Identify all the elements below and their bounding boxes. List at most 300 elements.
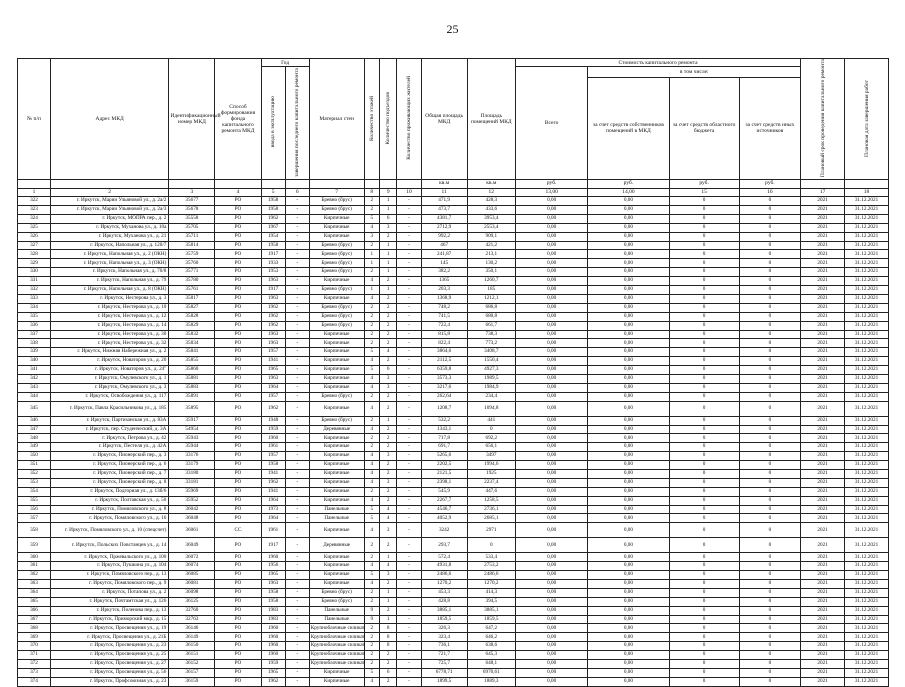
row-residents: - bbox=[397, 214, 421, 223]
row-cost-total: 0,00 bbox=[515, 401, 587, 416]
row-plan-date: 31.12.2021 bbox=[845, 416, 889, 425]
row-address: г. Иркутск, Почтамтская ул., д. 126 bbox=[50, 597, 168, 606]
row-cost-other: 0 bbox=[739, 223, 800, 232]
header-plan-date: Плановая дата завершения работ bbox=[845, 59, 889, 180]
row-number: 367 bbox=[18, 615, 51, 624]
row-cost-other: 0 bbox=[739, 425, 800, 434]
row-cost-owners: 0,00 bbox=[588, 633, 669, 642]
row-cost-region: 0 bbox=[669, 392, 739, 401]
row-plan-date: 31.12.2021 bbox=[845, 579, 889, 588]
table-row bbox=[18, 374, 889, 383]
row-floors: 4 bbox=[364, 478, 379, 487]
row-plan-date: 31.12.2021 bbox=[845, 642, 889, 651]
header-residents: Количество проживающих жителей bbox=[397, 59, 421, 180]
row-entrances: 2 bbox=[379, 660, 397, 669]
row-year-repair: - bbox=[285, 677, 309, 686]
row-plan-year: 2021 bbox=[801, 374, 845, 383]
row-cost-other: 0 bbox=[739, 553, 800, 562]
row-plan-year: 2021 bbox=[801, 294, 845, 303]
row-year-repair: - bbox=[285, 496, 309, 505]
row-cost-region: 0 bbox=[669, 606, 739, 615]
header-walls: Материал стен bbox=[309, 59, 364, 180]
row-entrances: 3 bbox=[379, 374, 397, 383]
row-plan-year: 2021 bbox=[801, 461, 845, 470]
row-year-repair: - bbox=[285, 425, 309, 434]
row-year-repair: - bbox=[285, 206, 309, 215]
row-cost-owners: 0,00 bbox=[588, 357, 669, 366]
row-address: г. Иркутск, Пестеля ул., д. 42А bbox=[50, 443, 168, 452]
row-walls: Кирпичные bbox=[309, 434, 364, 443]
row-ident: 36152 bbox=[169, 660, 215, 669]
row-ident: 35841 bbox=[169, 348, 215, 357]
row-area-living: 2753,2 bbox=[467, 562, 515, 571]
row-year-built: 1957 bbox=[261, 392, 285, 401]
row-area-living: 909,1 bbox=[467, 232, 515, 241]
row-residents: - bbox=[397, 538, 421, 553]
row-plan-date: 31.12.2021 bbox=[845, 606, 889, 615]
row-address: г. Иркутск, Полтавская ул., д. 50 bbox=[50, 496, 168, 505]
row-floors: 2 bbox=[364, 597, 379, 606]
row-ident: 36098 bbox=[169, 588, 215, 597]
row-walls: Кирпичные bbox=[309, 579, 364, 588]
row-walls: Бревно (брус) bbox=[309, 588, 364, 597]
row-area-total: 992,2 bbox=[421, 232, 467, 241]
row-plan-date: 31.12.2021 bbox=[845, 677, 889, 686]
column-index: 10 bbox=[397, 188, 421, 197]
row-entrances: 2 bbox=[379, 339, 397, 348]
row-cost-owners: 0,00 bbox=[588, 461, 669, 470]
row-area-total: 241,87 bbox=[421, 250, 467, 259]
row-residents: - bbox=[397, 668, 421, 677]
row-cost-region: 0 bbox=[669, 677, 739, 686]
row-cost-region: 0 bbox=[669, 294, 739, 303]
row-method: РО bbox=[215, 416, 261, 425]
row-area-living: 646,2 bbox=[467, 633, 515, 642]
row-cost-owners: 0,00 bbox=[588, 505, 669, 514]
row-entrances: 2 bbox=[379, 303, 397, 312]
row-ident: 35952 bbox=[169, 496, 215, 505]
row-cost-total: 0,00 bbox=[515, 241, 587, 250]
row-area-living: 647,2 bbox=[467, 624, 515, 633]
row-area-living: 1550,4 bbox=[467, 357, 515, 366]
row-address: г. Иркутск, Поленова пер., д. 13 bbox=[50, 606, 168, 615]
row-cost-total: 0,00 bbox=[515, 294, 587, 303]
row-residents: - bbox=[397, 523, 421, 538]
row-area-total: 741,5 bbox=[421, 312, 467, 321]
row-number: 373 bbox=[18, 668, 51, 677]
row-number: 362 bbox=[18, 571, 51, 580]
row-method: РО bbox=[215, 434, 261, 443]
row-ident: 54954 bbox=[169, 425, 215, 434]
row-ident: 33179 bbox=[169, 461, 215, 470]
row-year-built: 1983 bbox=[261, 615, 285, 624]
row-cost-owners: 0,00 bbox=[588, 496, 669, 505]
table-row bbox=[18, 383, 889, 392]
row-plan-date: 31.12.2021 bbox=[845, 633, 889, 642]
row-area-total: 3242 bbox=[421, 523, 467, 538]
row-walls: Крупноблочные силикат bbox=[309, 660, 364, 669]
row-floors: 4 bbox=[364, 383, 379, 392]
row-ident: 35891 bbox=[169, 392, 215, 401]
row-year-repair: - bbox=[285, 487, 309, 496]
row-address: г. Иркутск, Марии Ульяновой ул., д. 2а/3 bbox=[50, 206, 168, 215]
row-residents: - bbox=[397, 553, 421, 562]
row-cost-region: 0 bbox=[669, 214, 739, 223]
row-area-total: 572,4 bbox=[421, 553, 467, 562]
row-residents: - bbox=[397, 268, 421, 277]
column-index: 7 bbox=[309, 188, 364, 197]
row-cost-owners: 0,00 bbox=[588, 425, 669, 434]
row-method: РО bbox=[215, 303, 261, 312]
unit-area-total: кв.м bbox=[421, 180, 467, 189]
row-address: г. Иркутск, Марии Ульяновой ул., д. 2а/2 bbox=[50, 197, 168, 206]
row-cost-total: 0,00 bbox=[515, 553, 587, 562]
row-area-total: 467 bbox=[421, 241, 467, 250]
row-cost-owners: 0,00 bbox=[588, 478, 669, 487]
row-ident: 33181 bbox=[169, 478, 215, 487]
row-year-built: 1963 bbox=[261, 374, 285, 383]
header-cost-owners: за счет средств собственников помещений в МКД bbox=[588, 77, 669, 180]
row-residents: - bbox=[397, 615, 421, 624]
row-cost-region: 0 bbox=[669, 223, 739, 232]
row-cost-total: 0,00 bbox=[515, 357, 587, 366]
row-area-total: 691,7 bbox=[421, 443, 467, 452]
row-method: РО bbox=[215, 660, 261, 669]
row-number: 348 bbox=[18, 434, 51, 443]
row-walls: Панельные bbox=[309, 505, 364, 514]
row-address: г. Иркутск, Освобождения ул., д. 117 bbox=[50, 392, 168, 401]
row-cost-total: 0,00 bbox=[515, 496, 587, 505]
row-walls: Бревно (брус) bbox=[309, 416, 364, 425]
table-row bbox=[18, 197, 889, 206]
column-index: 15 bbox=[669, 188, 739, 197]
row-year-built: 1941 bbox=[261, 469, 285, 478]
row-cost-region: 0 bbox=[669, 312, 739, 321]
row-year-repair: - bbox=[285, 259, 309, 268]
table-row bbox=[18, 232, 889, 241]
row-area-living: 2736,1 bbox=[467, 505, 515, 514]
row-cost-other: 0 bbox=[739, 416, 800, 425]
row-floors: 4 bbox=[364, 374, 379, 383]
row-cost-region: 0 bbox=[669, 461, 739, 470]
column-index: 17 bbox=[801, 188, 845, 197]
header-method: Способ формирования фонда капитального ремонта МКД bbox=[215, 59, 261, 180]
row-year-repair: - bbox=[285, 294, 309, 303]
row-residents: - bbox=[397, 392, 421, 401]
row-method: РО bbox=[215, 452, 261, 461]
row-walls: Бревно (брус) bbox=[309, 392, 364, 401]
row-cost-total: 0,00 bbox=[515, 392, 587, 401]
table-row bbox=[18, 633, 889, 642]
row-address: г. Иркутск, Просвещения ул., д. 27 bbox=[50, 660, 168, 669]
row-floors: 5 bbox=[364, 366, 379, 375]
header-floors: Количество этажей bbox=[364, 59, 379, 180]
row-method: РО bbox=[215, 633, 261, 642]
table-row bbox=[18, 250, 889, 259]
row-year-repair: - bbox=[285, 286, 309, 295]
row-entrances: 1 bbox=[379, 615, 397, 624]
row-cost-total: 0,00 bbox=[515, 615, 587, 624]
row-cost-owners: 0,00 bbox=[588, 214, 669, 223]
row-walls: Кирпичные bbox=[309, 487, 364, 496]
row-area-living: 738,3 bbox=[467, 330, 515, 339]
row-address: г. Иркутск, Нестерова ул., д. 10 bbox=[50, 303, 168, 312]
row-plan-date: 31.12.2021 bbox=[845, 496, 889, 505]
row-area-living: 350,1 bbox=[467, 268, 515, 277]
row-number: 365 bbox=[18, 597, 51, 606]
row-ident: 35780 bbox=[169, 277, 215, 286]
row-ident: 36150 bbox=[169, 642, 215, 651]
row-floors: 9 bbox=[364, 606, 379, 615]
row-floors: 4 bbox=[364, 523, 379, 538]
row-entrances: 2 bbox=[379, 357, 397, 366]
row-address: г. Иркутск, Нестерова ул., д. 30 bbox=[50, 330, 168, 339]
row-year-repair: - bbox=[285, 401, 309, 416]
row-number: 372 bbox=[18, 660, 51, 669]
row-cost-total: 0,00 bbox=[515, 562, 587, 571]
row-entrances: 6 bbox=[379, 668, 397, 677]
table-row bbox=[18, 597, 889, 606]
row-cost-other: 0 bbox=[739, 514, 800, 523]
row-ident: 35917 bbox=[169, 416, 215, 425]
row-cost-other: 0 bbox=[739, 401, 800, 416]
row-year-built: 1958 bbox=[261, 206, 285, 215]
row-year-built: 1961 bbox=[261, 443, 285, 452]
row-plan-year: 2021 bbox=[801, 505, 845, 514]
row-walls: Кирпичные bbox=[309, 214, 364, 223]
row-entrances: 2 bbox=[379, 321, 397, 330]
row-residents: - bbox=[397, 286, 421, 295]
row-cost-total: 0,00 bbox=[515, 232, 587, 241]
column-index: 5 bbox=[261, 188, 285, 197]
row-entrances: 2 bbox=[379, 538, 397, 553]
row-floors: 2 bbox=[364, 416, 379, 425]
row-ident: 35829 bbox=[169, 321, 215, 330]
row-cost-owners: 0,00 bbox=[588, 223, 669, 232]
row-address: г. Иркутск, Напольная ул., д. 120/7 bbox=[50, 241, 168, 250]
row-cost-total: 0,00 bbox=[515, 197, 587, 206]
row-ident: 36048 bbox=[169, 514, 215, 523]
row-method: РО bbox=[215, 487, 261, 496]
row-year-built: 1958 bbox=[261, 241, 285, 250]
row-year-repair: - bbox=[285, 562, 309, 571]
row-plan-date: 31.12.2021 bbox=[845, 330, 889, 339]
row-address: г. Иркутск, Нестерова ул., д. 3 bbox=[50, 294, 168, 303]
row-walls: Кирпичные bbox=[309, 374, 364, 383]
header-cost-total: Всего bbox=[515, 67, 587, 180]
row-year-repair: - bbox=[285, 452, 309, 461]
row-cost-owners: 0,00 bbox=[588, 469, 669, 478]
row-cost-total: 0,00 bbox=[515, 668, 587, 677]
row-year-repair: - bbox=[285, 214, 309, 223]
row-cost-owners: 0,00 bbox=[588, 606, 669, 615]
row-cost-other: 0 bbox=[739, 588, 800, 597]
row-area-living: 0 bbox=[467, 425, 515, 434]
row-cost-region: 0 bbox=[669, 401, 739, 416]
row-plan-year: 2021 bbox=[801, 487, 845, 496]
row-plan-date: 31.12.2021 bbox=[845, 443, 889, 452]
row-plan-date: 31.12.2021 bbox=[845, 303, 889, 312]
row-area-total: 1270,2 bbox=[421, 579, 467, 588]
row-area-total: 145 bbox=[421, 259, 467, 268]
row-year-built: 1958 bbox=[261, 197, 285, 206]
row-address: г. Иркутск, Помяловского пер., д. 9 bbox=[50, 579, 168, 588]
row-cost-region: 0 bbox=[669, 553, 739, 562]
row-address: г. Иркутск, Помяловского ул., д. 8 bbox=[50, 505, 168, 514]
table-row bbox=[18, 461, 889, 470]
row-entrances: 1 bbox=[379, 197, 397, 206]
row-area-total: 203,3 bbox=[421, 286, 467, 295]
row-area-total: 4931,8 bbox=[421, 562, 467, 571]
row-area-living: 2685,1 bbox=[467, 514, 515, 523]
row-walls: Кирпичные bbox=[309, 677, 364, 686]
row-method: РО bbox=[215, 677, 261, 686]
row-cost-owners: 0,00 bbox=[588, 668, 669, 677]
row-area-living: 1258,5 bbox=[467, 496, 515, 505]
row-year-built: 1963 bbox=[261, 294, 285, 303]
row-address: г. Иркутск, Помяловского пер., д. 13 bbox=[50, 571, 168, 580]
row-residents: - bbox=[397, 571, 421, 580]
row-floors: 2 bbox=[364, 538, 379, 553]
row-cost-other: 0 bbox=[739, 294, 800, 303]
row-cost-owners: 0,00 bbox=[588, 374, 669, 383]
row-entrances: 2 bbox=[379, 434, 397, 443]
row-residents: - bbox=[397, 197, 421, 206]
row-number: 361 bbox=[18, 562, 51, 571]
row-number: 332 bbox=[18, 286, 51, 295]
row-residents: - bbox=[397, 562, 421, 571]
row-method: РО bbox=[215, 469, 261, 478]
row-address: г. Иркутск, Нестерова ул., д. 14 bbox=[50, 321, 168, 330]
row-walls: Бревно (брус) bbox=[309, 286, 364, 295]
row-area-total: 1859,5 bbox=[421, 615, 467, 624]
row-method: РО bbox=[215, 579, 261, 588]
row-address: г. Иркутск, Просвещения ул., д. 23 bbox=[50, 642, 168, 651]
row-area-total: 3573,3 bbox=[421, 374, 467, 383]
row-method: РО bbox=[215, 241, 261, 250]
row-ident: 35943 bbox=[169, 434, 215, 443]
row-plan-date: 31.12.2021 bbox=[845, 514, 889, 523]
row-floors: 2 bbox=[364, 443, 379, 452]
row-method: РО bbox=[215, 357, 261, 366]
row-cost-other: 0 bbox=[739, 461, 800, 470]
row-residents: - bbox=[397, 416, 421, 425]
row-area-living: 428,3 bbox=[467, 197, 515, 206]
row-number: 354 bbox=[18, 487, 51, 496]
row-year-repair: - bbox=[285, 434, 309, 443]
row-plan-date: 31.12.2021 bbox=[845, 206, 889, 215]
row-plan-year: 2021 bbox=[801, 303, 845, 312]
row-area-total: 2112,5 bbox=[421, 357, 467, 366]
row-plan-year: 2021 bbox=[801, 469, 845, 478]
column-index: 14,00 bbox=[588, 188, 669, 197]
row-walls: Кирпичные bbox=[309, 294, 364, 303]
row-walls: Кирпичные bbox=[309, 553, 364, 562]
row-walls: Кирпичные bbox=[309, 357, 364, 366]
column-index: 16 bbox=[739, 188, 800, 197]
row-floors: 2 bbox=[364, 434, 379, 443]
row-residents: - bbox=[397, 597, 421, 606]
row-ident: 32763 bbox=[169, 615, 215, 624]
row-plan-year: 2021 bbox=[801, 660, 845, 669]
row-cost-total: 0,00 bbox=[515, 523, 587, 538]
row-floors: 2 bbox=[364, 268, 379, 277]
row-ident: 36072 bbox=[169, 553, 215, 562]
row-year-built: 1959 bbox=[261, 425, 285, 434]
row-year-built: 1965 bbox=[261, 668, 285, 677]
column-index: 2 bbox=[50, 188, 168, 197]
units-row bbox=[18, 180, 889, 189]
row-method: РО bbox=[215, 259, 261, 268]
row-cost-owners: 0,00 bbox=[588, 487, 669, 496]
table-row bbox=[18, 478, 889, 487]
row-area-total: 717,8 bbox=[421, 434, 467, 443]
row-number: 343 bbox=[18, 383, 51, 392]
row-year-repair: - bbox=[285, 505, 309, 514]
table-row bbox=[18, 588, 889, 597]
row-walls: Кирпичные bbox=[309, 383, 364, 392]
row-method: РО bbox=[215, 401, 261, 416]
row-number: 357 bbox=[18, 514, 51, 523]
row-area-total: 2712,9 bbox=[421, 223, 467, 232]
row-walls: Крупноблочные силикат bbox=[309, 624, 364, 633]
row-number: 334 bbox=[18, 303, 51, 312]
row-cost-owners: 0,00 bbox=[588, 392, 669, 401]
row-entrances: 1 bbox=[379, 259, 397, 268]
row-plan-date: 31.12.2021 bbox=[845, 434, 889, 443]
row-area-living: 433,6 bbox=[467, 206, 515, 215]
row-area-living: 2237,4 bbox=[467, 478, 515, 487]
table-row bbox=[18, 487, 889, 496]
row-year-repair: - bbox=[285, 523, 309, 538]
row-cost-total: 0,00 bbox=[515, 268, 587, 277]
row-entrances: 1 bbox=[379, 241, 397, 250]
row-cost-total: 0,00 bbox=[515, 579, 587, 588]
row-cost-owners: 0,00 bbox=[588, 348, 669, 357]
table-row bbox=[18, 303, 889, 312]
row-year-repair: - bbox=[285, 339, 309, 348]
row-method: РО bbox=[215, 668, 261, 677]
row-floors: 4 bbox=[364, 579, 379, 588]
row-area-living: 394,5 bbox=[467, 597, 515, 606]
row-year-repair: - bbox=[285, 571, 309, 580]
row-cost-owners: 0,00 bbox=[588, 562, 669, 571]
table-row bbox=[18, 321, 889, 330]
table-row bbox=[18, 443, 889, 452]
row-entrances: 8 bbox=[379, 624, 397, 633]
row-ident: 35855 bbox=[169, 357, 215, 366]
row-number: 366 bbox=[18, 606, 51, 615]
row-area-total: 471,9 bbox=[421, 197, 467, 206]
row-cost-total: 0,00 bbox=[515, 330, 587, 339]
row-entrances: 8 bbox=[379, 633, 397, 642]
row-ident: 35895 bbox=[169, 401, 215, 416]
row-ident: 35705 bbox=[169, 223, 215, 232]
row-address: г. Иркутск, Петрова ул., д. 42 bbox=[50, 434, 168, 443]
row-ident: 35771 bbox=[169, 268, 215, 277]
row-plan-year: 2021 bbox=[801, 392, 845, 401]
row-year-built: 1933 bbox=[261, 259, 285, 268]
row-area-living: 1260,7 bbox=[467, 277, 515, 286]
row-cost-total: 0,00 bbox=[515, 286, 587, 295]
row-residents: - bbox=[397, 241, 421, 250]
table-row bbox=[18, 642, 889, 651]
row-entrances: 1 bbox=[379, 553, 397, 562]
row-entrances: 2 bbox=[379, 461, 397, 470]
row-number: 326 bbox=[18, 232, 51, 241]
row-entrances: 2 bbox=[379, 469, 397, 478]
row-walls: Кирпичные bbox=[309, 478, 364, 487]
